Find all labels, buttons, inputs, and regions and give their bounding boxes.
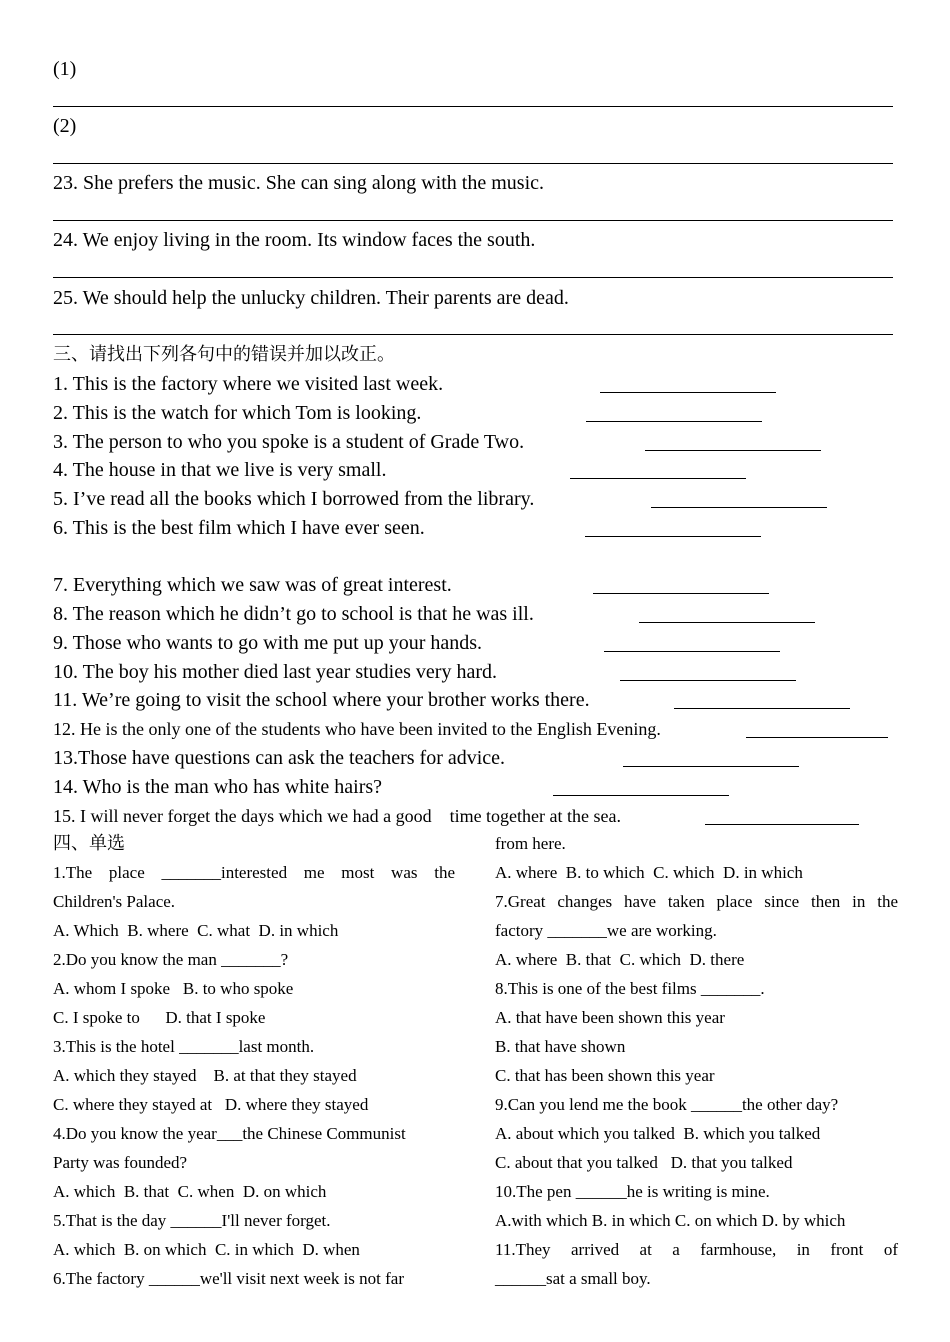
correction-blank[interactable] xyxy=(623,746,799,767)
correction-item: 11. We’re going to visit the school where your brother works there. xyxy=(53,689,590,711)
mc-line: from here. xyxy=(495,834,566,853)
mc-line: A. that have been shown this year xyxy=(495,1008,725,1027)
correction-blank[interactable] xyxy=(586,401,762,422)
correction-blank[interactable] xyxy=(593,573,769,594)
correction-item: 1. This is the factory where we visited last week. xyxy=(53,373,444,395)
correction-item: 6. This is the best film which I have ever seen. xyxy=(53,517,425,539)
mc-line: C. about that you talked D. that you talked xyxy=(495,1153,793,1172)
mc-line: A. which they stayed B. at that they stayed xyxy=(53,1066,357,1085)
correction-item: 14. Who is the man who has white hairs? xyxy=(53,776,383,798)
correction-blank[interactable] xyxy=(570,458,746,479)
section3-heading: 三、请找出下列各句中的错误并加以改正。 xyxy=(53,344,395,365)
mc-line: A.with which B. in which C. on which D. by which xyxy=(495,1211,846,1230)
correction-blank[interactable] xyxy=(705,804,859,825)
correction-item: 5. I’ve read all the books which I borrowed from the library. xyxy=(53,488,535,510)
answer-line[interactable] xyxy=(53,163,893,164)
correction-blank[interactable] xyxy=(585,516,761,537)
item-25: 25. We should help the unlucky children. Their parents are dead. xyxy=(53,287,569,309)
correction-item: 10. The boy his mother died last year studies very hard. xyxy=(53,661,497,683)
correction-item: 9. Those who wants to go with me put up your hands. xyxy=(53,632,483,654)
mc-line: B. that have shown xyxy=(495,1037,626,1056)
mc-line: Children's Palace. xyxy=(53,892,176,911)
mc-line: Party was founded? xyxy=(53,1153,188,1172)
correction-blank[interactable] xyxy=(645,430,821,451)
mc-line: A. where B. to which C. which D. in which xyxy=(495,863,803,882)
item-23: 23. She prefers the music. She can sing along with the music. xyxy=(53,172,545,194)
mc-line: 3.This is the hotel _______last month. xyxy=(53,1037,315,1056)
correction-item: 12. He is the only one of the students who have been invited to the English Evening. xyxy=(53,719,661,739)
mc-left-column xyxy=(53,858,455,1293)
mc-right-column xyxy=(495,829,898,1293)
mc-line: 10.The pen ______he is writing is mine. xyxy=(495,1182,770,1201)
mc-line: 8.This is one of the best films _______. xyxy=(495,979,765,998)
item-1-label: (1) xyxy=(53,58,77,80)
mc-line: 7.Great changes have taken place since then in the xyxy=(495,892,898,911)
answer-line[interactable] xyxy=(53,220,893,221)
mc-line: A. which B. on which C. in which D. when xyxy=(53,1240,360,1259)
correction-item: 8. The reason which he didn’t go to school is that he was ill. xyxy=(53,603,534,625)
mc-line: C. that has been shown this year xyxy=(495,1066,715,1085)
correction-blank[interactable] xyxy=(553,775,729,796)
correction-blank[interactable] xyxy=(639,602,815,623)
mc-line: 11.They arrived at a farmhouse, in front of xyxy=(495,1240,898,1259)
mc-line: A. which B. that C. when D. on which xyxy=(53,1182,327,1201)
correction-blank[interactable] xyxy=(620,660,796,681)
mc-line: A. where B. that C. which D. there xyxy=(495,950,745,969)
answer-line[interactable] xyxy=(53,334,893,335)
mc-line: 5.That is the day ______I'll never forget. xyxy=(53,1211,331,1230)
mc-line: A. Which B. where C. what D. in which xyxy=(53,921,339,940)
correction-item: 2. This is the watch for which Tom is looking. xyxy=(53,402,422,424)
correction-blank[interactable] xyxy=(746,717,888,738)
correction-blank[interactable] xyxy=(600,372,776,393)
mc-line: 4.Do you know the year___the Chinese Communist xyxy=(53,1124,406,1143)
mc-line: A. whom I spoke B. to who spoke xyxy=(53,979,294,998)
mc-line: factory _______we are working. xyxy=(495,921,717,940)
mc-line: C. I spoke to D. that I spoke xyxy=(53,1008,266,1027)
mc-line: A. about which you talked B. which you talked xyxy=(495,1124,821,1143)
mc-line: 2.Do you know the man _______? xyxy=(53,950,289,969)
item-2-label: (2) xyxy=(53,115,77,137)
section4-heading: 四、单选 xyxy=(53,833,125,854)
answer-line[interactable] xyxy=(53,106,893,107)
mc-line: C. where they stayed at D. where they stayed xyxy=(53,1095,369,1114)
mc-line: 6.The factory ______we'll visit next week is not far xyxy=(53,1269,404,1288)
correction-item: 15. I will never forget the days which we had a good time together at the sea. xyxy=(53,806,621,826)
mc-line: ______sat a small boy. xyxy=(495,1269,651,1288)
mc-line: 1.The place _______interested me most was the xyxy=(53,863,455,882)
correction-blank[interactable] xyxy=(651,487,827,508)
item-24: 24. We enjoy living in the room. Its window faces the south. xyxy=(53,229,536,251)
correction-item: 4. The house in that we live is very small. xyxy=(53,459,387,481)
answer-line[interactable] xyxy=(53,277,893,278)
correction-item: 3. The person to who you spoke is a student of Grade Two. xyxy=(53,431,525,453)
correction-item: 7. Everything which we saw was of great interest. xyxy=(53,574,452,596)
correction-item: 13.Those have questions can ask the teachers for advice. xyxy=(53,747,506,769)
correction-blank[interactable] xyxy=(604,631,780,652)
mc-line: 9.Can you lend me the book ______the other day? xyxy=(495,1095,839,1114)
correction-blank[interactable] xyxy=(674,688,850,709)
